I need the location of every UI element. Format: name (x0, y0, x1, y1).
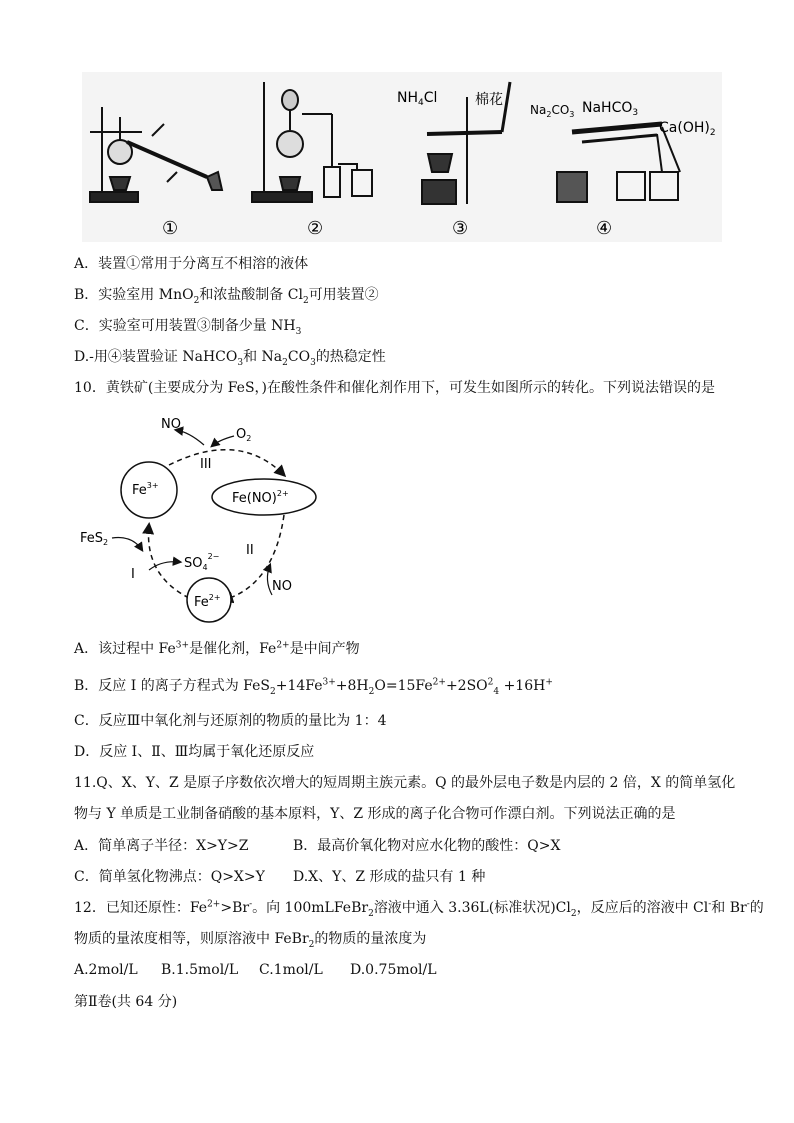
q11-stem-line-1: 11.Q、X、Y、Z 是原子序数依次增大的短周期主族元素。Q 的最外层电子数是内层的 2 倍，X 的简单氢化 (74, 775, 736, 791)
apparatus-number-4: ④ (596, 218, 613, 239)
label-nahco3: NaHCO$_3$ (582, 100, 639, 118)
q11-options-row-1 (74, 836, 561, 856)
apparatus-number-2: ② (307, 218, 324, 239)
label-step-3: III (200, 457, 212, 472)
label-no-right: NO (272, 579, 292, 594)
q12-option-b: B.1.5mol/L (161, 962, 239, 978)
label-na2co3: $Na_2CO_3$ (530, 103, 575, 119)
section-2-heading: 第Ⅱ卷(共 64 分) (74, 994, 178, 1010)
q11-stem-line-2: 物与 Y 单质是工业制备硝酸的基本原料，Y、Z 形成的离子化合物可作漂白剂。下列说法正确的是 (74, 806, 676, 822)
q10-option-a: A．该过程中 $Fe^{3+}$是催化剂，$Fe^{2+}$是中间产物 (74, 640, 360, 657)
label-step-2: II (246, 543, 254, 558)
q11-option-a: A．简单离子半径：X>Y>Z (74, 838, 249, 854)
label-fe3: $Fe^{3+}$ (132, 481, 159, 498)
label-feno: Fe(NO)$^{2+}$ (232, 489, 289, 506)
q9-option-d: D.-用④装置验证 NaHCO$_3$和 $Na_2CO_3$的热稳定性 (74, 349, 386, 368)
label-so4: $SO_4^{2-}$ (184, 552, 220, 572)
q10-option-c: C．反应Ⅲ中氧化剂与还原剂的物质的量比为 1：4 (74, 713, 387, 729)
apparatus-number-1: ① (162, 218, 179, 239)
label-mianhua: 棉花 (475, 92, 503, 108)
apparatus-figure (82, 72, 722, 242)
q12-option-d: D.0.75mol/L (350, 962, 437, 978)
q12-option-a: A.2mol/L (74, 962, 138, 978)
q10-stem: 10．黄铁矿(主要成分为 FeS，)在酸性条件和催化剂作用下，可发生如图所示的转化。下列说法错误的是 (74, 380, 716, 396)
label-fes2: FeS$_2$ (80, 531, 109, 547)
q11-option-b: B．最高价氧化物对应水化物的酸性：Q>X (293, 838, 561, 854)
q9-option-c: C．实验室可用装置③制备少量 $NH_3$ (74, 318, 302, 337)
label-o2: $O_2$ (236, 427, 252, 443)
q10-option-d: D．反应 I、Ⅱ、Ⅲ均属于氧化还原反应 (74, 744, 315, 760)
q12-stem-line-2: 物质的量浓度相等，则原溶液中 FeBr$_2$的物质的量浓度为 (74, 931, 427, 950)
label-step-1: I (131, 567, 135, 582)
q9-option-b: B．实验室用 MnO$_2$和浓盐酸制备 $Cl_2$可用装置② (74, 287, 379, 306)
apparatus-number-3: ③ (452, 218, 469, 239)
q11-option-d: D.X、Y、Z 形成的盐只有 1 种 (293, 869, 486, 885)
label-caoh2: $Ca(OH)_2$ (659, 120, 716, 138)
q11-option-c: C．简单氢化物沸点：Q>X>Y (74, 869, 265, 885)
q10-cycle-diagram (74, 410, 344, 625)
q12-stem-line-1: 12．已知还原性：$Fe^{2+}>Br^-$。向 100mLFeBr$_2$溶液中通入 3.36L(标准状况)$Cl_2$，反应后的溶液中 Cl-和 Br-的 (74, 899, 764, 919)
label-no-top: NO (161, 417, 181, 432)
q9-option-a: A．装置①常用于分离互不相溶的液体 (74, 256, 309, 272)
label-nh4cl: $NH_4Cl$ (397, 90, 438, 108)
q11-options-row-2 (74, 867, 486, 887)
node-fe3 (121, 462, 177, 518)
q12-options-row (74, 960, 437, 980)
q10-option-b: B．反应 I 的离子方程式为 $FeS_2+14Fe^{3+}+8H_2O=15Fe^{2+}+2SO^2_4 +16H^+$ (74, 677, 553, 697)
label-fe2: $Fe^{2+}$ (194, 593, 221, 610)
q12-option-c: C.1mol/L (259, 962, 323, 978)
